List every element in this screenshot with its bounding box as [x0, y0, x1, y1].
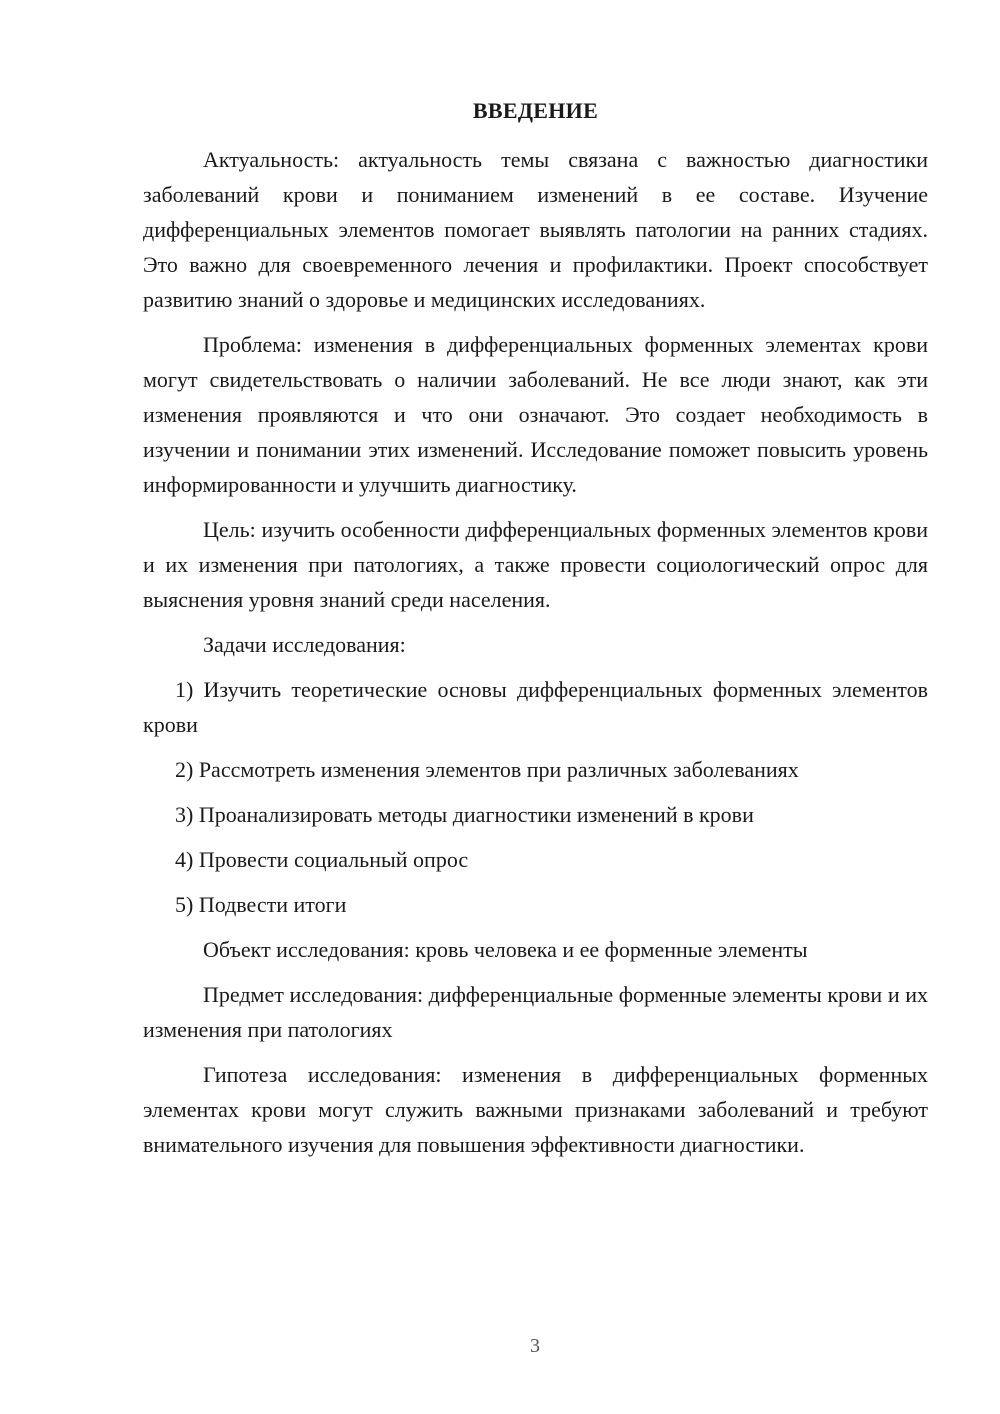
paragraph-tasks-heading: Задачи исследования: — [203, 632, 406, 657]
task-item-4: 4) Провести социальный опрос — [175, 847, 469, 872]
task-item-2: 2) Рассмотреть изменения элементов при различных заболеваниях — [175, 757, 799, 782]
document-body — [143, 142, 928, 1172]
page-number: 3 — [530, 1335, 540, 1357]
task-item-1: 1) Изучить теоретические основы дифференциальных форменных элементов крови — [143, 677, 928, 737]
paragraph-subject: Предмет исследования: дифференциальные форменные элементы крови и их изменения при патологиях — [143, 982, 928, 1042]
page-title: ВВЕДЕНИЕ — [472, 98, 599, 123]
paragraph-relevance: Актуальность: актуальность темы связана с важностью диагностики заболеваний крови и пониманием изменений в ее составе. Изучение дифференциальных элементов помогает выявлять патологии на ранних стадиях. Это важно для своевременного лечения и профилактики. Проект способствует развитию знаний о здоровье и медицинских исследованиях. — [143, 147, 928, 312]
paragraph-problem: Проблема: изменения в дифференциальных форменных элементах крови могут свидетельствовать о наличии заболеваний. Не все люди знают, как эти изменения проявляются и что они означают. Это создает необходимость в изучении и понимании этих изменений. Исследование поможет повысить уровень информированности и улучшить диагностику. — [143, 332, 928, 497]
paragraph-goal: Цель: изучить особенности дифференциальных форменных элементов крови и их изменения при патологиях, а также провести социологический опрос для выяснения уровня знаний среди населения. — [143, 517, 928, 612]
task-item-3: 3) Проанализировать методы диагностики изменений в крови — [175, 802, 754, 827]
paragraph-hypothesis: Гипотеза исследования: изменения в дифференциальных форменных элементах крови могут служить важными признаками заболеваний и требуют внимательного изучения для повышения эффективности диагностики. — [143, 1062, 928, 1157]
task-item-5: 5) Подвести итоги — [175, 892, 347, 917]
paragraph-object: Объект исследования: кровь человека и ее форменные элементы — [203, 937, 808, 962]
